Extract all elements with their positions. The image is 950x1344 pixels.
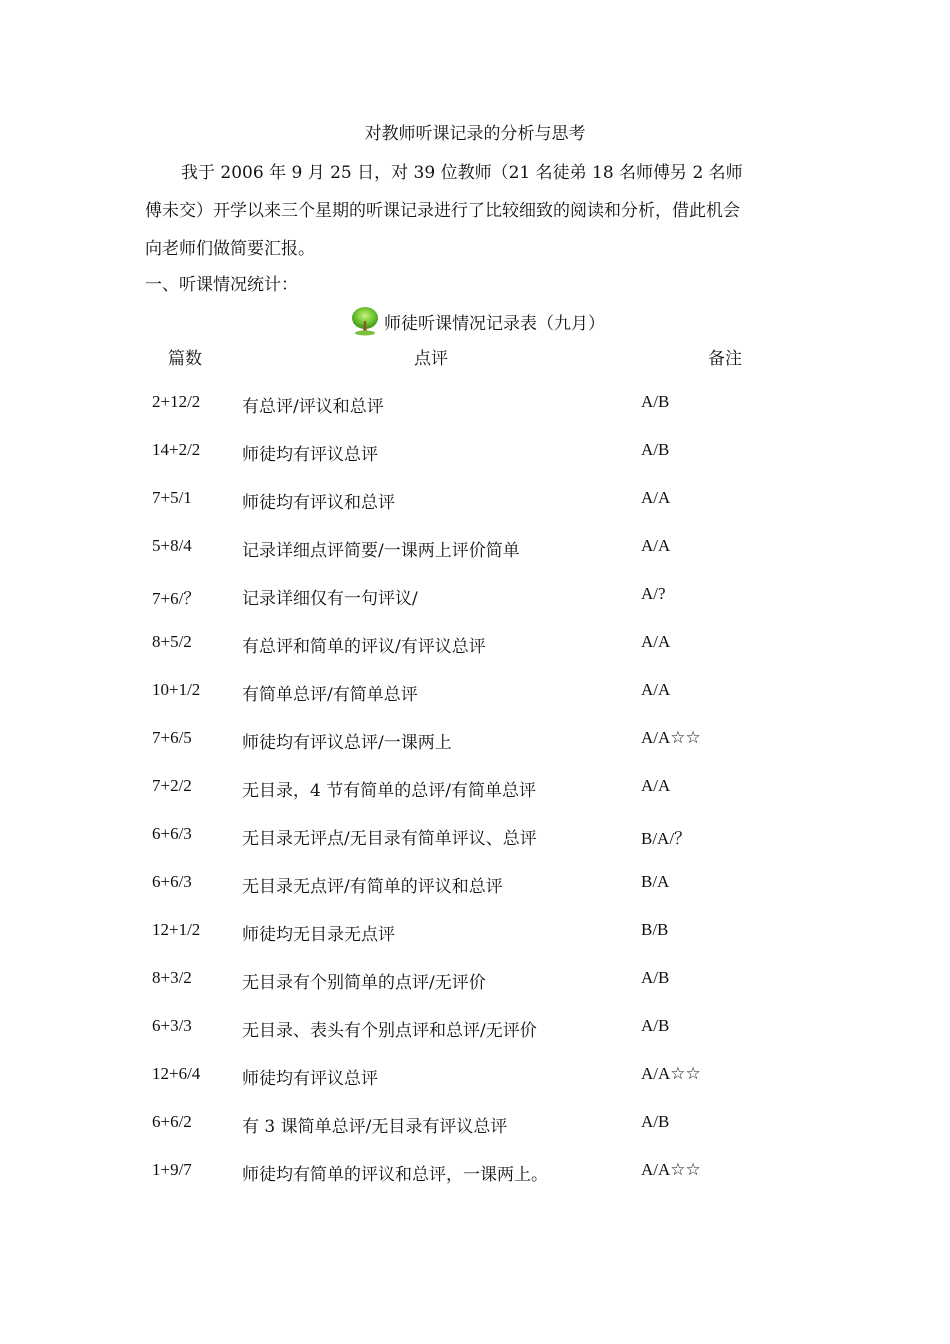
intro-line-2: 傅未交）开学以来三个星期的听课记录进行了比较细致的阅读和分析，借此机会 [145, 201, 740, 221]
row-count: 8+3/2 [152, 968, 192, 987]
row-note: B/A/？ [641, 829, 692, 848]
row-comment: 无目录，4 节有简单的总评/有简单总评 [242, 781, 536, 801]
row-count: 7+5/1 [152, 488, 192, 507]
row-comment: 师徒均有评议总评 [242, 1069, 378, 1089]
row-count: 7+2/2 [152, 776, 192, 795]
row-count: 1+9/7 [152, 1160, 192, 1179]
row-comment: 师徒均无目录无点评 [242, 925, 395, 945]
intro-paragraph [145, 154, 815, 268]
tree-icon [350, 305, 380, 337]
table-row [0, 824, 950, 854]
table-row [0, 872, 950, 902]
row-note: A/B [641, 440, 670, 459]
row-comment: 无目录无点评/有简单的评议和总评 [242, 877, 503, 897]
row-count: 12+1/2 [152, 920, 201, 939]
row-comment: 记录详细仅有一句评议/ [242, 589, 418, 609]
row-note: A/B [641, 1112, 670, 1131]
table-row [0, 680, 950, 710]
header-count: 篇数 [168, 349, 202, 369]
table-row [0, 488, 950, 518]
row-note: A/A☆☆ [641, 728, 701, 747]
row-comment: 有总评/评议和总评 [242, 397, 384, 417]
row-count: 7+6/？ [152, 589, 201, 608]
table-caption [350, 305, 605, 337]
row-note: A/B [641, 392, 670, 411]
row-note: A/? [641, 584, 666, 603]
row-note: A/B [641, 968, 670, 987]
document-title: 对教师听课记录的分析与思考 [364, 124, 586, 144]
row-comment: 有简单总评/有简单总评 [242, 685, 418, 705]
row-comment: 师徒均有评议总评 [242, 445, 378, 465]
table-row [0, 1112, 950, 1142]
table-row [0, 1064, 950, 1094]
row-comment: 无目录无评点/无目录有简单评议、总评 [242, 829, 537, 849]
row-count: 12+6/4 [152, 1064, 201, 1083]
table-title: 师徒听课情况记录表（九月） [384, 313, 605, 334]
table-row [0, 728, 950, 758]
row-count: 7+6/5 [152, 728, 192, 747]
row-count: 6+6/2 [152, 1112, 192, 1131]
section-heading: 一、听课情况统计： [145, 275, 298, 295]
row-comment: 师徒均有简单的评议和总评，一课两上。 [242, 1165, 548, 1185]
header-note: 备注 [708, 349, 742, 369]
intro-line-3: 向老师们做简要汇报。 [145, 239, 315, 259]
row-comment: 师徒均有评议和总评 [242, 493, 395, 513]
table-row [0, 440, 950, 470]
row-note: A/A☆☆ [641, 1160, 701, 1179]
table-row [0, 632, 950, 662]
row-count: 8+5/2 [152, 632, 192, 651]
row-comment: 记录详细点评简要/一课两上评价简单 [242, 541, 520, 561]
row-note: A/A [641, 536, 671, 555]
row-count: 5+8/4 [152, 536, 192, 555]
table-row [0, 584, 950, 614]
table-row [0, 968, 950, 998]
row-count: 2+12/2 [152, 392, 201, 411]
row-note: A/A [641, 776, 671, 795]
row-comment: 无目录、表头有个别点评和总评/无评价 [242, 1021, 537, 1041]
row-comment: 无目录有个别简单的点评/无评价 [242, 973, 486, 993]
row-count: 14+2/2 [152, 440, 201, 459]
table-row [0, 776, 950, 806]
row-comment: 师徒均有评议总评/一课两上 [242, 733, 452, 753]
row-note: A/A [641, 488, 671, 507]
row-comment: 有总评和简单的评议/有评议总评 [242, 637, 486, 657]
header-comment: 点评 [414, 349, 448, 369]
table-row [0, 1160, 950, 1190]
row-count: 6+3/3 [152, 1016, 192, 1035]
table-row [0, 920, 950, 950]
row-note: A/A [641, 680, 671, 699]
row-note: A/A☆☆ [641, 1064, 701, 1083]
row-count: 6+6/3 [152, 872, 192, 891]
row-note: A/B [641, 1016, 670, 1035]
row-note: B/B [641, 920, 669, 939]
row-note: A/A [641, 632, 671, 651]
row-note: B/A [641, 872, 670, 891]
table-row [0, 392, 950, 422]
intro-line-1: 我于 2006 年 9 月 25 日，对 39 位教师（21 名徒弟 18 名师傅另 2 名师 [181, 163, 743, 183]
row-count: 10+1/2 [152, 680, 201, 699]
row-comment: 有 3 课简单总评/无目录有评议总评 [242, 1117, 508, 1137]
table-row [0, 536, 950, 566]
row-count: 6+6/3 [152, 824, 192, 843]
table-row [0, 1016, 950, 1046]
